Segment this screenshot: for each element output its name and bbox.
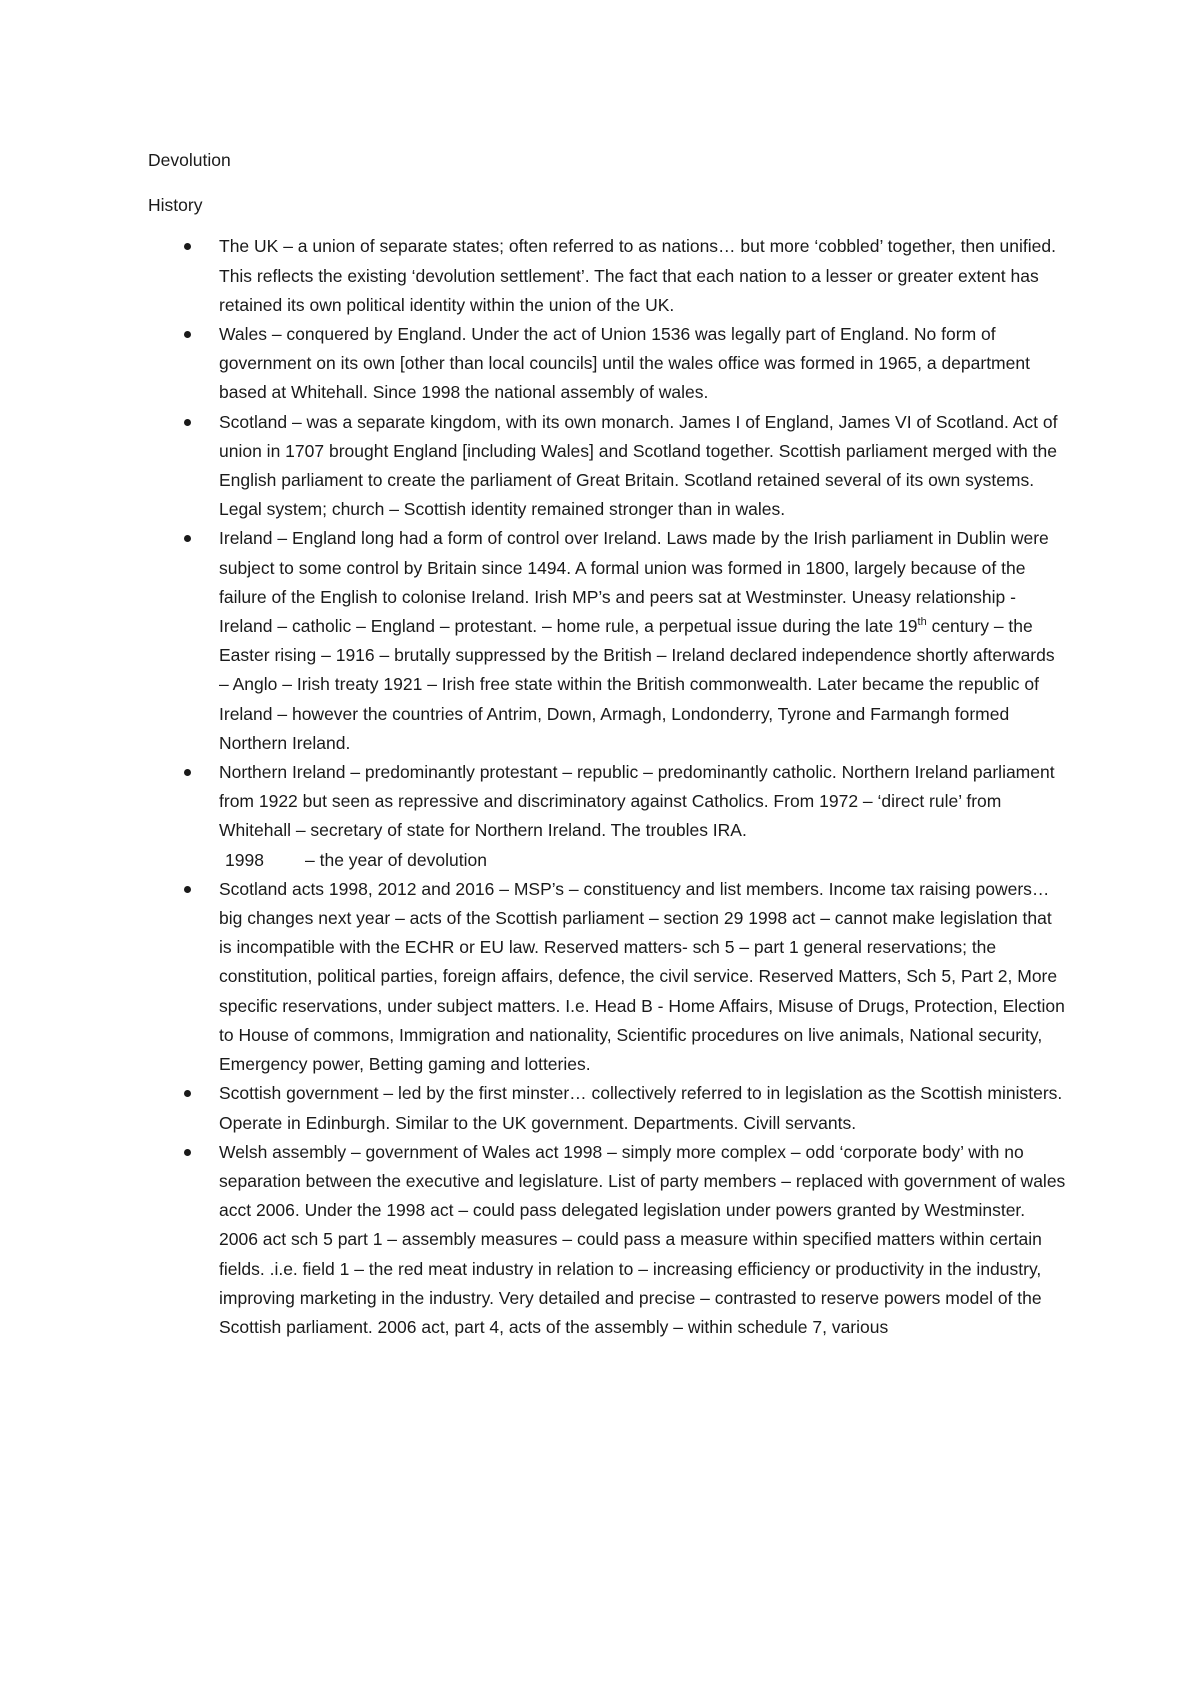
year-label: 1998 — [225, 849, 264, 870]
bullet-item-scotland — [148, 408, 1068, 525]
bullet-item-scottish-government — [148, 1079, 1068, 1137]
bullet-text: Scottish government – led by the first minster… collectively referred to in legislation as the Scottish ministers. Operate in Edinburgh. Similar to the UK government. Departments. Civill servants. — [219, 1083, 1063, 1133]
bullet-item-ireland — [148, 524, 1068, 758]
bullet-text: The UK – a union of separate states; often referred to as nations… but more ‘cobbled’ together, then unified. This reflects the existing ‘devolution settlement’. The fact that each nation to a lesser or greater extent has retained its own political identity within the union of the UK. — [219, 236, 1056, 315]
bullet-text: Scotland acts 1998, 2012 and 2016 – MSP’s – constituency and list members. Income tax raising powers… big changes next year – acts of the Scottish parliament – section 29 1998 act – cannot make legislation that is incompatible with the ECHR or EU law. Reserved matters- sch 5 – part 1 general reservations; the constitution, political parties, foreign affairs, defence, the civil service. Reserved Matters, Sch 5, Part 2, More specific reservations, under subject matters. I.e. Head B - Home Affairs, Misuse of Drugs, Protection, Election to House of commons, Immigration and nationality, Scientific procedures on live animals, National security, Emergency power, Betting gaming and lotteries. — [219, 878, 1065, 1075]
bullet-icon — [184, 331, 191, 338]
ordinal-superscript: th — [917, 616, 927, 629]
bullet-item-scotland-acts — [148, 875, 1068, 1079]
year-of-devolution-line — [148, 846, 1068, 875]
bullet-item-northern-ireland — [148, 758, 1068, 846]
section-heading-history: History — [148, 195, 203, 216]
bullet-item-wales — [148, 320, 1068, 408]
bullet-text-part2: century – the Easter rising – 1916 – brutally suppressed by the British – Ireland declared independence shortly afterwards – Anglo – Irish treaty 1921 – Irish free state within the British commonwealth. Later became the republic of Ireland – however the countries of Antrim, Down, Armagh, Londonderry, Tyrone and Farmangh formed Northern Ireland. — [219, 616, 1055, 753]
bullet-list-continued — [148, 875, 1068, 1342]
bullet-icon — [184, 769, 191, 776]
year-description: – the year of devolution — [305, 849, 487, 870]
bullet-item-welsh-assembly — [148, 1138, 1068, 1342]
bullet-list — [148, 232, 1068, 845]
bullet-item-uk — [148, 232, 1068, 320]
bullet-text: Scotland – was a separate kingdom, with its own monarch. James I of England, James VI of Scotland. Act of union in 1707 brought England [including Wales] and Scotland together. Scottish parliament merged with the English parliament to create the parliament of Great Britain. Scotland retained several of its own systems. Legal system; church – Scottish identity remained stronger than in wales. — [219, 411, 1058, 520]
bullet-icon — [184, 886, 191, 893]
bullet-icon — [184, 419, 191, 426]
bullet-text: Wales – conquered by England. Under the act of Union 1536 was legally part of England. No form of government on its own [other than local councils] until the wales office was formed in 1965, a department based at Whitehall. Since 1998 the national assembly of wales. — [219, 324, 1030, 403]
bullet-text: Welsh assembly – government of Wales act 1998 – simply more complex – odd ‘corporate body’ with no separation between the executive and legislature. List of party members – replaced with government of wales acct 2006. Under the 1998 act – could pass delegated legislation under powers granted by Westminster. 2006 act sch 5 part 1 – assembly measures – could pass a measure within specified matters within certain fields. .i.e. field 1 – the red meat industry in relation to – increasing efficiency or productivity in the industry, improving marketing in the industry. Very detailed and precise – contrasted to reserve powers model of the Scottish parliament. 2006 act, part 4, acts of the assembly – within schedule 7, various — [219, 1141, 1066, 1337]
document-title: Devolution — [148, 150, 231, 170]
bullet-text: Northern Ireland – predominantly protestant – republic – predominantly catholic. Northern Ireland parliament from 1922 but seen as repressive and discriminatory against Catholics. From 1972 – ‘direct rule’ from Whitehall – secretary of state for Northern Ireland. The troubles IRA. — [219, 762, 1055, 841]
document-body — [148, 146, 1068, 1342]
bullet-icon — [184, 1090, 191, 1097]
bullet-icon — [184, 1149, 191, 1156]
bullet-text-part1: Ireland – England long had a form of control over Ireland. Laws made by the Irish parliament in Dublin were subject to some control by Britain since 1494. A formal union was formed in 1800, largely because of the failure of the English to colonise Ireland. Irish MP’s and peers sat at Westminster. Uneasy relationship - Ireland – catholic – England – protestant. – home rule, a perpetual issue during the late 19 — [219, 528, 1049, 637]
bullet-icon — [184, 535, 191, 542]
bullet-icon — [184, 243, 191, 250]
